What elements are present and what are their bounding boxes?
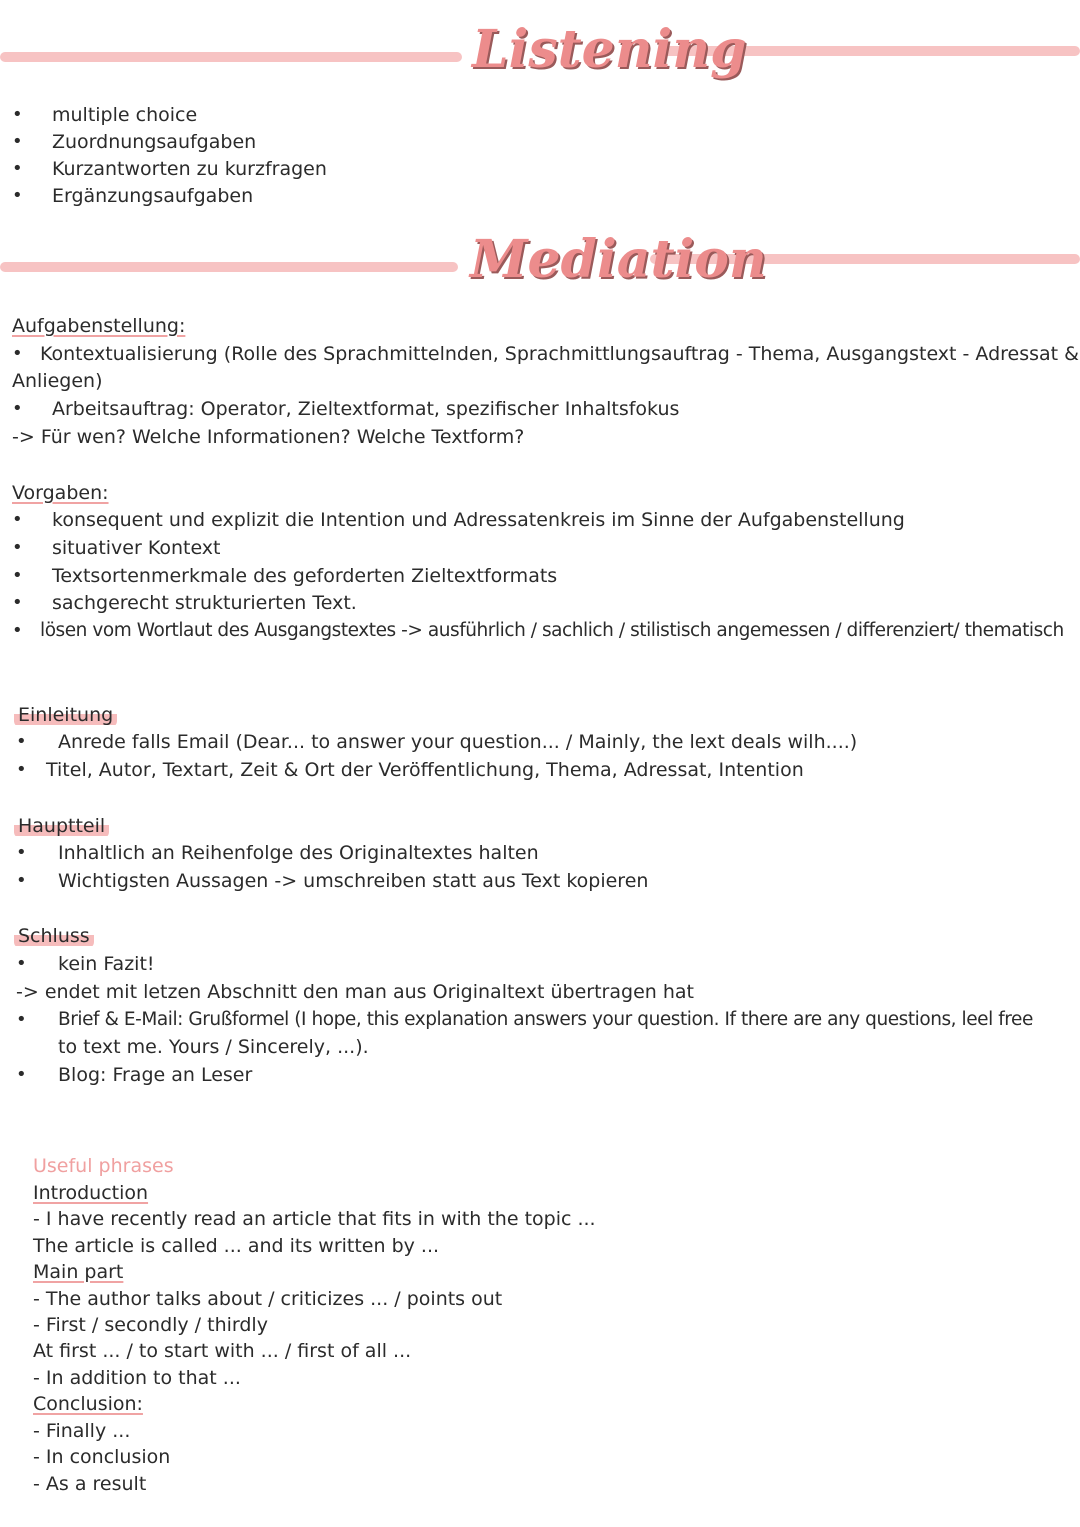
vorgaben-item: sachgerecht strukturierten Text. [52, 592, 357, 614]
schluss-item-cont: to text me. Yours / Sincerely, ...). [58, 1036, 369, 1058]
hauptteil-item: Wichtigsten Aussagen -> umschreiben statt aus Text kopieren [58, 870, 649, 892]
bullet: • [12, 509, 23, 530]
bullet: • [12, 620, 23, 641]
bullet: • [12, 343, 23, 364]
phrase: - In conclusion [33, 1446, 171, 1468]
useful-phrases-heading: Useful phrases [33, 1155, 174, 1177]
bullet: • [16, 731, 27, 752]
bullet: • [12, 592, 23, 613]
bullet: • [12, 131, 23, 152]
vorgaben-heading: Vorgaben: [12, 482, 109, 504]
aufgabenstellung-item-cont: Anliegen) [12, 370, 103, 392]
bullet: • [16, 1064, 27, 1085]
aufgabenstellung-heading: Aufgabenstellung: [12, 315, 186, 337]
phrase: - I have recently read an article that fits in with the topic ... [33, 1208, 596, 1230]
einleitung-item: Anrede falls Email (Dear... to answer your question... / Mainly, the lext deals wilh....) [58, 731, 858, 753]
conclusion-heading: Conclusion: [33, 1393, 143, 1415]
schluss-item: Brief & E-Mail: Grußformel (I hope, this explanation answers your question. If there are any questions, leel free [58, 1009, 1033, 1030]
vorgaben-item: Textsortenmerkmale des geforderten Zieltextformats [52, 565, 558, 587]
aufgabenstellung-item: Arbeitsauftrag: Operator, Zieltextformat, spezifischer Inhaltsfokus [52, 398, 680, 420]
listening-item: Zuordnungsaufgaben [52, 131, 257, 153]
bullet: • [12, 185, 23, 206]
bullet: • [16, 842, 27, 863]
listening-item: multiple choice [52, 104, 198, 126]
bullet: • [12, 565, 23, 586]
bullet: • [12, 158, 23, 179]
bullet: • [16, 870, 27, 891]
vorgaben-item: konsequent und explizit die Intention und Adressatenkreis im Sinne der Aufgabenstellung [52, 509, 905, 531]
vorgaben-item: lösen vom Wortlaut des Ausgangstextes -> ausführlich / sachlich / stilistisch angemessen / differenziert/ thematisch [40, 620, 1064, 641]
phrase: - In addition to that ... [33, 1367, 241, 1389]
introduction-heading: Introduction [33, 1182, 149, 1204]
schluss-arrow: -> endet mit letzen Abschnitt den man aus Originaltext übertragen hat [16, 981, 694, 1003]
hauptteil-heading: Hauptteil [14, 814, 109, 838]
listening-title: Listening [472, 19, 747, 80]
einleitung-heading: Einleitung [14, 703, 117, 727]
phrase: - Finally ... [33, 1420, 131, 1442]
mediation-divider-left [0, 262, 458, 272]
listening-item: Kurzantworten zu kurzfragen [52, 158, 327, 180]
phrase: - As a result [33, 1473, 147, 1495]
bullet: • [12, 104, 23, 125]
vorgaben-item: situativer Kontext [52, 537, 221, 559]
listening-item: Ergänzungsaufgaben [52, 185, 254, 207]
schluss-heading: Schluss [14, 924, 94, 948]
hauptteil-item: Inhaltlich an Reihenfolge des Originaltextes halten [58, 842, 539, 864]
phrase: - The author talks about / criticizes ... / points out [33, 1288, 503, 1310]
bullet: • [16, 953, 27, 974]
phrase: At first ... / to start with ... / first of all ... [33, 1340, 412, 1362]
main-part-heading: Main part [33, 1261, 124, 1283]
bullet: • [12, 537, 23, 558]
bullet: • [12, 398, 23, 419]
bullet: • [16, 1009, 27, 1030]
phrase: The article is called ... and its written by ... [33, 1235, 440, 1257]
aufgabenstellung-arrow: -> Für wen? Welche Informationen? Welche Textform? [12, 426, 525, 448]
schluss-item: kein Fazit! [58, 953, 155, 975]
bullet: • [16, 759, 27, 780]
mediation-title: Mediation [470, 229, 767, 290]
einleitung-item: Titel, Autor, Textart, Zeit & Ort der Veröffentlichung, Thema, Adressat, Intention [46, 759, 804, 781]
schluss-item: Blog: Frage an Leser [58, 1064, 253, 1086]
listening-divider-left [0, 52, 462, 62]
phrase: - First / secondly / thirdly [33, 1314, 268, 1336]
aufgabenstellung-item: Kontextualisierung (Rolle des Sprachmittelnden, Sprachmittlungsauftrag - Thema, Ausgangstext - Adressat & [40, 343, 1079, 365]
